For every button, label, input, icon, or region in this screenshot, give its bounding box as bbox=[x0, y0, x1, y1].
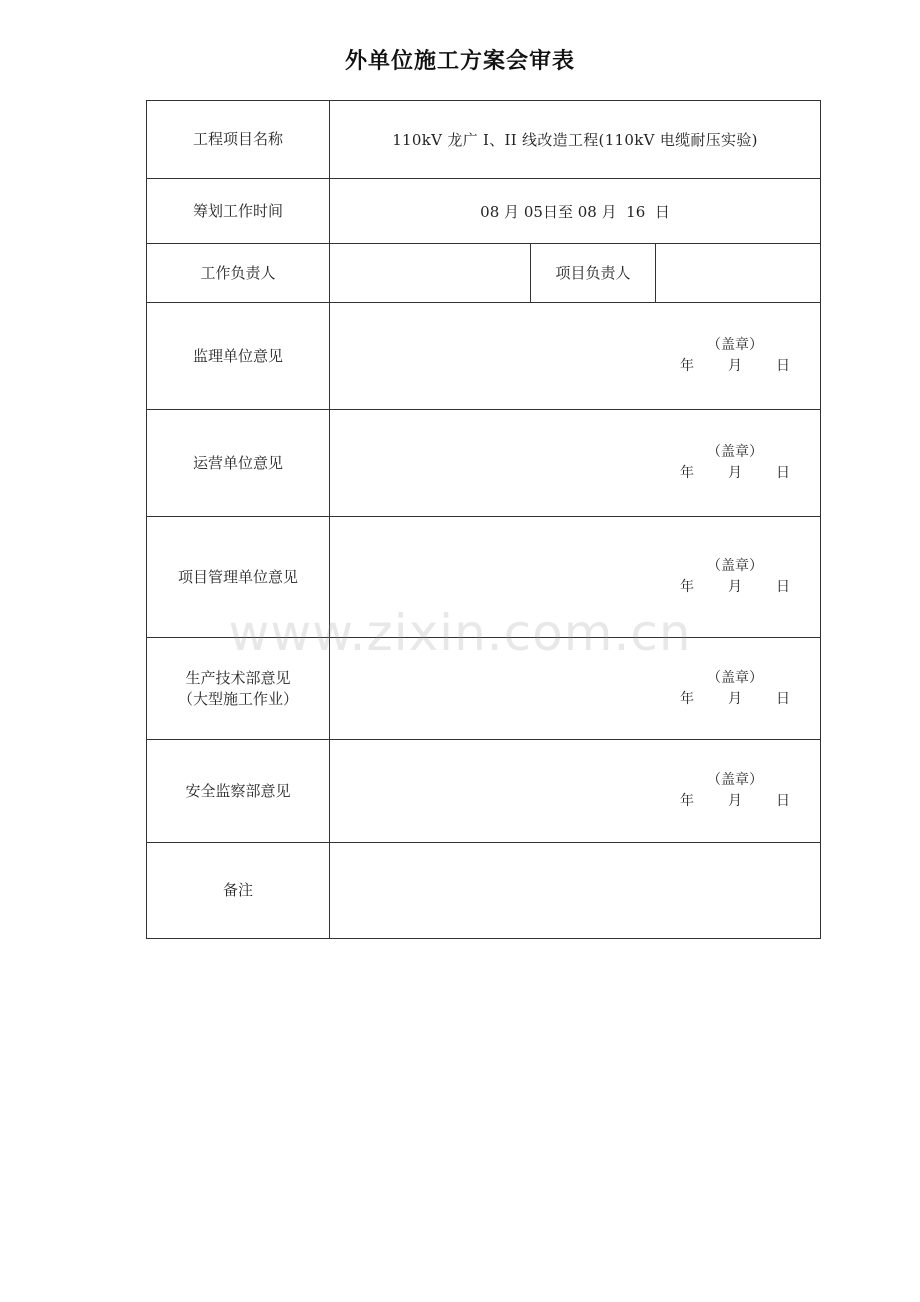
seal-text: （盖章） bbox=[707, 444, 763, 460]
row-schedule bbox=[147, 179, 821, 244]
row-persons bbox=[147, 244, 821, 303]
start-day: 05 bbox=[523, 202, 543, 221]
month-text: 月 bbox=[728, 465, 742, 481]
seal-text: （盖章） bbox=[707, 669, 763, 686]
schedule-label: 筹划工作时间 bbox=[147, 179, 330, 244]
project-lead-field[interactable] bbox=[656, 244, 821, 303]
seal-text: （盖章） bbox=[707, 558, 763, 574]
supervision-opinion-field[interactable] bbox=[330, 303, 821, 410]
project-lead-label: 项目负责人 bbox=[531, 244, 656, 303]
start-month: 08 bbox=[480, 202, 500, 221]
end-day-unit: 日 bbox=[654, 202, 670, 221]
month-text: 月 bbox=[728, 579, 742, 595]
year-text: 年 bbox=[680, 358, 694, 374]
date-line bbox=[680, 577, 790, 598]
watermark: www.zixin.com.cn bbox=[228, 604, 692, 662]
end-day: 16 bbox=[626, 202, 646, 221]
review-form-table bbox=[146, 100, 821, 939]
seal-text: （盖章） bbox=[707, 772, 763, 788]
row-production-tech-opinion bbox=[147, 638, 821, 740]
year-text: 年 bbox=[680, 793, 694, 809]
row-supervision-opinion bbox=[147, 303, 821, 410]
stamp-block bbox=[680, 668, 790, 710]
project-name-label: 工程项目名称 bbox=[147, 101, 330, 179]
date-line bbox=[680, 463, 790, 484]
stamp-block bbox=[680, 556, 790, 598]
day-text: 日 bbox=[776, 690, 790, 707]
year-text: 年 bbox=[680, 579, 694, 595]
remarks-field[interactable] bbox=[330, 843, 821, 939]
remarks-label: 备注 bbox=[147, 843, 330, 939]
project-management-opinion-label: 项目管理单位意见 bbox=[147, 517, 330, 638]
row-project-name bbox=[147, 101, 821, 179]
seal-text: （盖章） bbox=[707, 337, 763, 353]
production-tech-opinion-field[interactable] bbox=[330, 638, 821, 740]
row-safety-opinion bbox=[147, 740, 821, 843]
row-remarks bbox=[147, 843, 821, 939]
project-name-value[interactable]: 110kV 龙广 I、II 线改造工程(110kV 电缆耐压实验) bbox=[330, 101, 821, 179]
day-text: 日 bbox=[776, 465, 790, 481]
work-lead-field[interactable] bbox=[330, 244, 531, 303]
page-title: 外单位施工方案会审表 bbox=[344, 49, 575, 74]
schedule-value[interactable] bbox=[330, 179, 821, 244]
month-text: 月 bbox=[728, 690, 742, 707]
day-text: 日 bbox=[776, 579, 790, 595]
production-tech-label-main: 生产技术部意见 bbox=[185, 668, 291, 687]
row-project-management-opinion bbox=[147, 517, 821, 638]
production-tech-label-sub: （大型施工作业） bbox=[177, 689, 298, 708]
stamp-block bbox=[680, 770, 790, 812]
year-text: 年 bbox=[680, 690, 694, 707]
start-month-unit: 月 bbox=[504, 202, 520, 221]
date-line bbox=[680, 791, 790, 812]
start-day-unit: 日至 bbox=[542, 202, 573, 221]
day-text: 日 bbox=[776, 358, 790, 374]
end-month-unit: 月 bbox=[601, 202, 617, 221]
month-text: 月 bbox=[728, 793, 742, 809]
supervision-opinion-label: 监理单位意见 bbox=[147, 303, 330, 410]
date-line bbox=[680, 356, 790, 377]
operations-opinion-label: 运营单位意见 bbox=[147, 410, 330, 517]
stamp-block bbox=[680, 335, 790, 377]
month-text: 月 bbox=[728, 358, 742, 374]
production-tech-opinion-label bbox=[147, 638, 330, 740]
project-management-opinion-field[interactable] bbox=[330, 517, 821, 638]
row-operations-opinion bbox=[147, 410, 821, 517]
work-lead-label: 工作负责人 bbox=[147, 244, 330, 303]
date-line bbox=[680, 689, 790, 710]
operations-opinion-field[interactable] bbox=[330, 410, 821, 517]
safety-opinion-label: 安全监察部意见 bbox=[147, 740, 330, 843]
end-month: 08 bbox=[577, 202, 597, 221]
year-text: 年 bbox=[680, 465, 694, 481]
day-text: 日 bbox=[776, 793, 790, 809]
safety-opinion-field[interactable] bbox=[330, 740, 821, 843]
stamp-block bbox=[680, 442, 790, 484]
